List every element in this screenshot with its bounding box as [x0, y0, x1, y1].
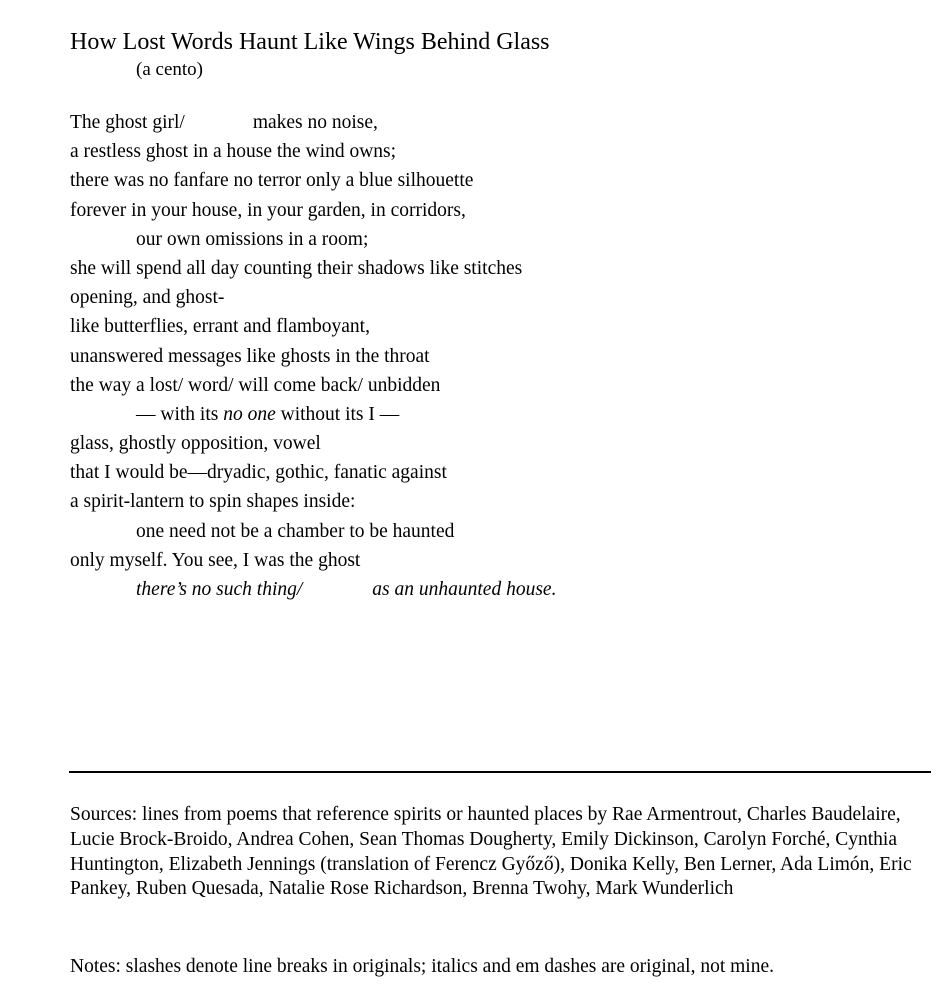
- poem-line-italic: as an unhaunted house.: [372, 579, 557, 600]
- poem-line: a spirit-lantern to spin shapes inside:: [70, 491, 356, 513]
- poem-line: like butterflies, errant and flamboyant,: [70, 316, 370, 338]
- poem-line: unanswered messages like ghosts in the throat: [70, 345, 430, 367]
- poem-line: our own omissions in a room;: [136, 228, 369, 250]
- poem-line: opening, and ghost-: [70, 287, 225, 309]
- poem-line-part: makes no noise,: [252, 112, 378, 133]
- poem-line: a restless ghost in a house the wind owns;: [70, 141, 397, 163]
- poem-line-italic: there’s no such thing/: [136, 579, 303, 600]
- poem-line: she will spend all day counting their shadows like stitches: [70, 257, 523, 279]
- poem-line: [70, 575, 556, 604]
- poem-line: [70, 400, 556, 429]
- poem-line-part: without its I —: [275, 403, 400, 425]
- poem-line: there was no fanfare no terror only a blue silhouette: [70, 170, 474, 192]
- poem-line: only myself. You see, I was the ghost: [70, 549, 361, 571]
- poem-line: [70, 108, 556, 137]
- poem-line-part: — with its: [136, 403, 224, 425]
- poem-body: [70, 108, 556, 604]
- poem-line: one need not be a chamber to be haunted: [136, 520, 455, 542]
- poem-title: How Lost Words Haunt Like Wings Behind Glass: [70, 29, 550, 55]
- footnote-divider: [69, 771, 931, 773]
- poem-subtitle: (a cento): [136, 59, 203, 80]
- notes-text: Notes: slashes denote line breaks in originals; italics and em dashes are original, not mine.: [70, 956, 774, 977]
- poem-line-part: The ghost girl/: [70, 112, 185, 133]
- poem-line-italic: no one: [223, 403, 276, 425]
- sources-note: Sources: lines from poems that reference spirits or haunted places by Rae Armentrout, Charles Baudelaire, Lucie Brock-Broido, Andrea Cohen, Sean Thomas Dougherty, Emily Dickinson, Carolyn Forché, Cynthia Huntington, Elizabeth Jennings (translation of Ferencz Győző), Donika Kelly, Ben Lerner, Ada Limón, Eric Pankey, Ruben Quesada, Natalie Rose Richardson, Brenna Twohy, Mark Wunderlich: [70, 804, 912, 900]
- poem-line: forever in your house, in your garden, in corridors,: [70, 199, 466, 221]
- poem-line: that I would be—dryadic, gothic, fanatic against: [70, 462, 447, 484]
- poem-line: glass, ghostly opposition, vowel: [70, 433, 321, 455]
- poem-line: the way a lost/ word/ will come back/ unbidden: [70, 374, 441, 396]
